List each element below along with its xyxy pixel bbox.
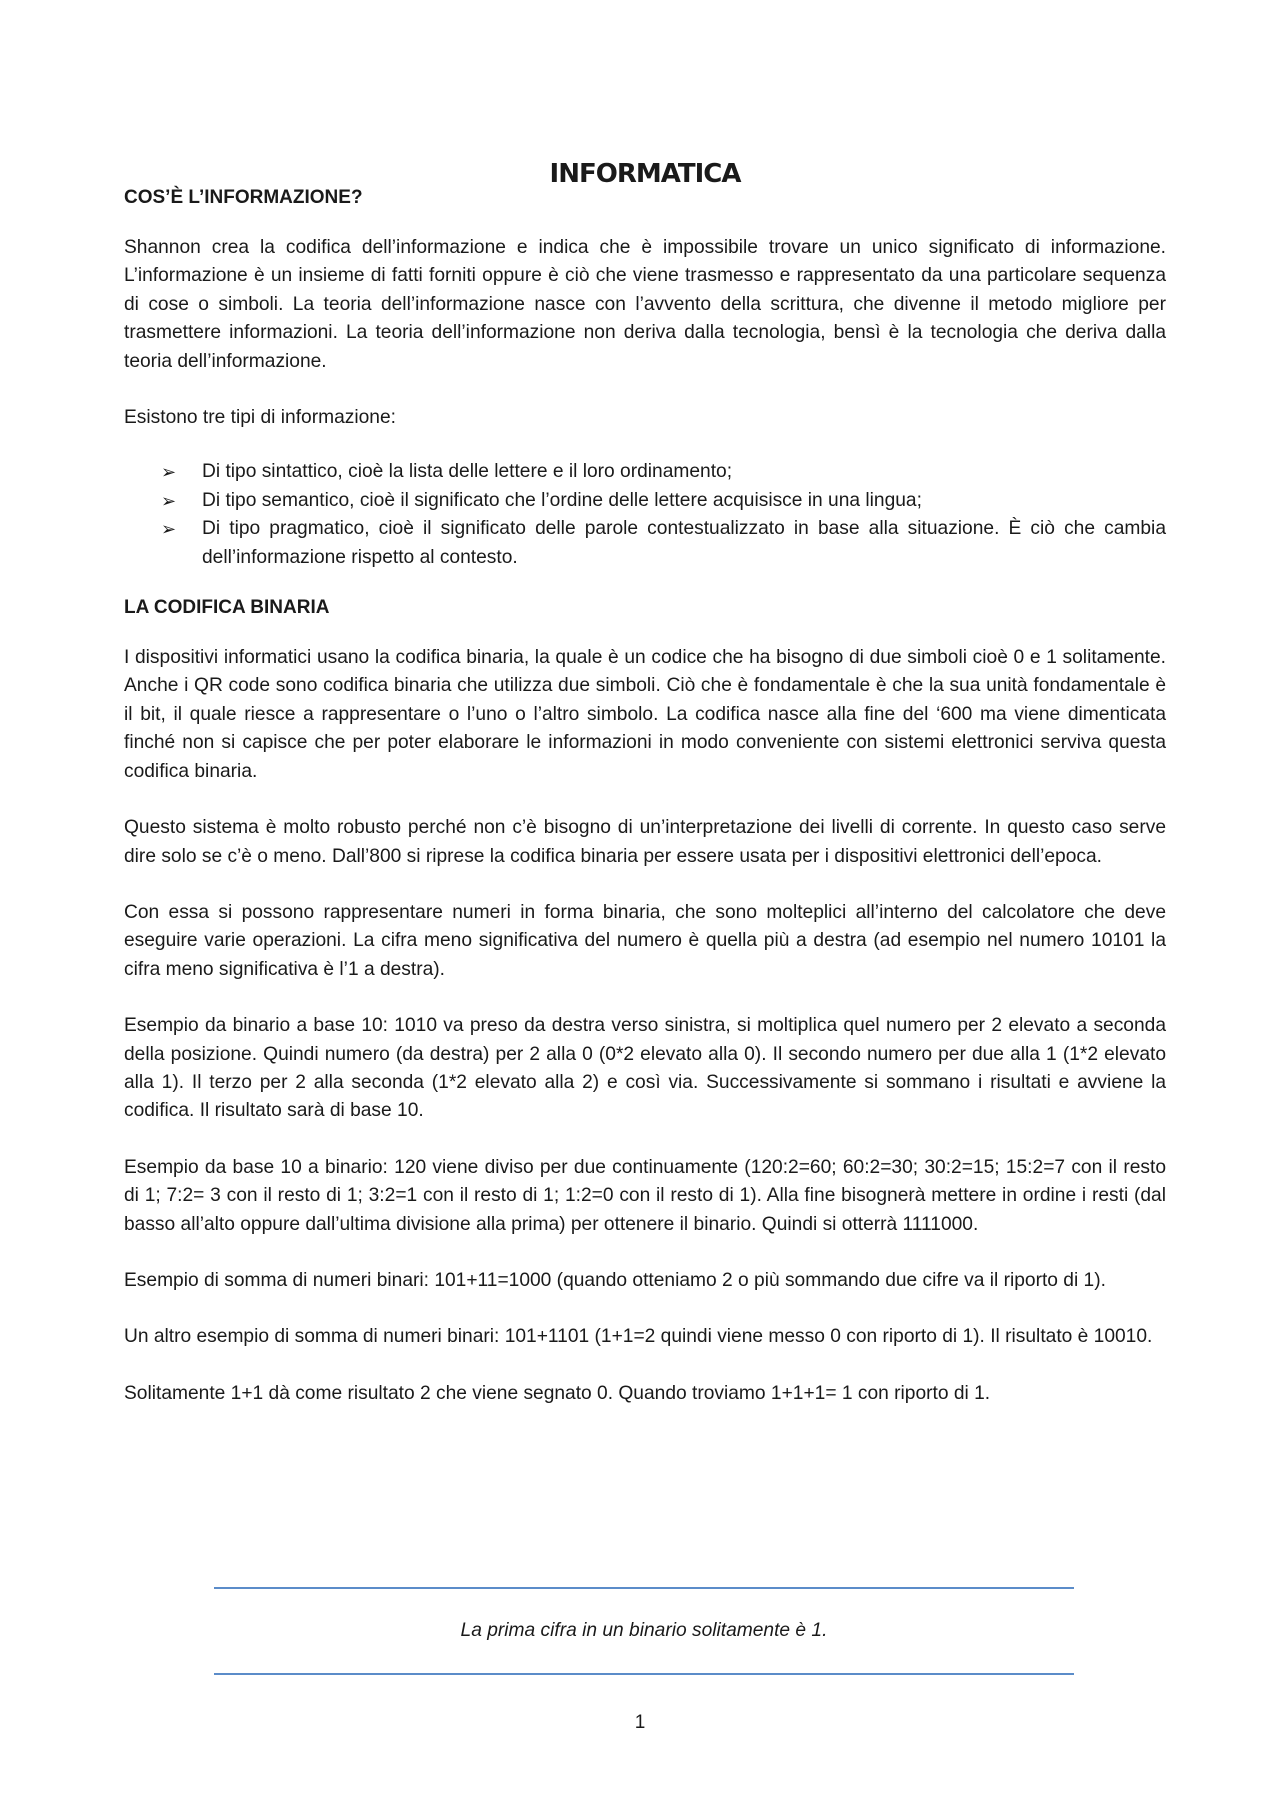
section-heading-binary: LA CODIFICA BINARIA [124, 597, 330, 619]
paragraph-binary-numbers: Con essa si possono rappresentare numeri in forma binaria, che sono molteplici all’interno del calcolatore che deve eseguire varie operazioni. La cifra meno significativa del numero è quella più a destra (ad esempio nel numero 10101 la cifra meno significativa è l’1 a destra). [124, 901, 1166, 980]
list-item [124, 458, 1166, 486]
paragraph-robust-system: Questo sistema è molto robusto perché non c’è bisogno di un’interpretazione dei livelli di corrente. In questo caso serve dire solo se c’è o meno. Dall’800 si riprese la codifica binaria per essere usata per i dispositivi elettronici dell’epoca. [124, 817, 1166, 867]
note-text: La prima cifra in un binario solitamente è 1. [460, 1620, 828, 1641]
arrow-bullet-icon: ➢ [161, 519, 177, 540]
list-item-text: Di tipo sintattico, cioè la lista delle lettere e il loro ordinamento; [202, 461, 733, 483]
paragraph-carry-rule: Solitamente 1+1 dà come risultato 2 che viene segnato 0. Quando troviamo 1+1+1= 1 con riporto di 1. [124, 1382, 991, 1404]
list-item-text: Di tipo pragmatico, cioè il significato delle parole contestualizzato in base alla situazione. È ciò che cambia dell’informazione rispetto al contesto. [202, 518, 1166, 568]
list-item [124, 515, 1166, 572]
page-number: 1 [634, 1712, 646, 1733]
arrow-bullet-icon: ➢ [161, 490, 177, 511]
paragraph-binary-sum: Esempio di somma di numeri binari: 101+11=1000 (quando otteniamo 2 o più sommando due cifre va il riporto di 1). [124, 1269, 1106, 1291]
document-page [124, 150, 1166, 1436]
paragraph-binary-intro: I dispositivi informatici usano la codifica binaria, la quale è un codice che ha bisogno di due simboli cioè 0 e 1 solitamente. Anche i QR code sono codifica binaria che utilizza due simboli. Ciò che è fondamentale è che la sua unità fondamentale è il bit, il quale riesce a rappresentare o l’uno o l’altro simbolo. La codifica nasce alla fine del ‘600 ma viene dimenticata finché non si capisce che per poter elaborare le informazioni in modo conveniente con sistemi elettronici serviva questa codifica binaria. [124, 647, 1166, 782]
section-heading-information: COS’È L’INFORMAZIONE? [124, 187, 363, 208]
arrow-bullet-icon: ➢ [161, 462, 177, 483]
list-item [124, 487, 1166, 515]
highlight-note [214, 1587, 1074, 1675]
paragraph-binary-to-base10: Esempio da binario a base 10: 1010 va preso da destra verso sinistra, si moltiplica quel numero per 2 elevato a seconda della posizione. Quindi numero (da destra) per 2 alla 0 (0*2 elevato alla 0). Il secondo numero per due alla 1 (1*2 elevato alla 1). Il terzo per 2 alla seconda (1*2 elevato alla 2) e così via. Successivamente si sommano i risultati e avviene la codifica. Il risultato sarà di base 10. [124, 1015, 1166, 1122]
information-types-list [124, 458, 1166, 572]
paragraph-base10-to-binary: Esempio da base 10 a binario: 120 viene diviso per due continuamente (120:2=60; 60:2=30; 30:2=15; 15:2=7 con il resto di 1; 7:2= 3 con il resto di 1; 3:2=1 con il resto di 1; 1:2=0 con il resto di 1). Alla fine bisognerà mettere in ordine i resti (dal basso all’alto oppure dall’ultima divisione alla prima) per ottenere il binario. Quindi si otterrà 1111000. [124, 1156, 1166, 1235]
paragraph-types-intro: Esistono tre tipi di informazione: [124, 407, 396, 429]
paragraph-binary-sum-2: Un altro esempio di somma di numeri binari: 101+1101 (1+1=2 quindi viene messo 0 con riporto di 1). Il risultato è 10010. [124, 1326, 1153, 1348]
paragraph-shannon: Shannon crea la codifica dell’informazione e indica che è impossibile trovare un unico significato di informazione. L’informazione è un insieme di fatti forniti oppure è ciò che viene trasmesso e rappresentato da una particolare sequenza di cose o simboli. La teoria dell’informazione nasce con l’avvento della scrittura, che divenne il metodo migliore per trasmettere informazioni. La teoria dell’informazione non deriva dalla tecnologia, bensì è la tecnologia che deriva dalla teoria dell’informazione. [124, 237, 1166, 372]
list-item-text: Di tipo semantico, cioè il significato che l’ordine delle lettere acquisisce in una lingua; [202, 489, 922, 511]
document-title: INFORMATICA [549, 159, 741, 189]
